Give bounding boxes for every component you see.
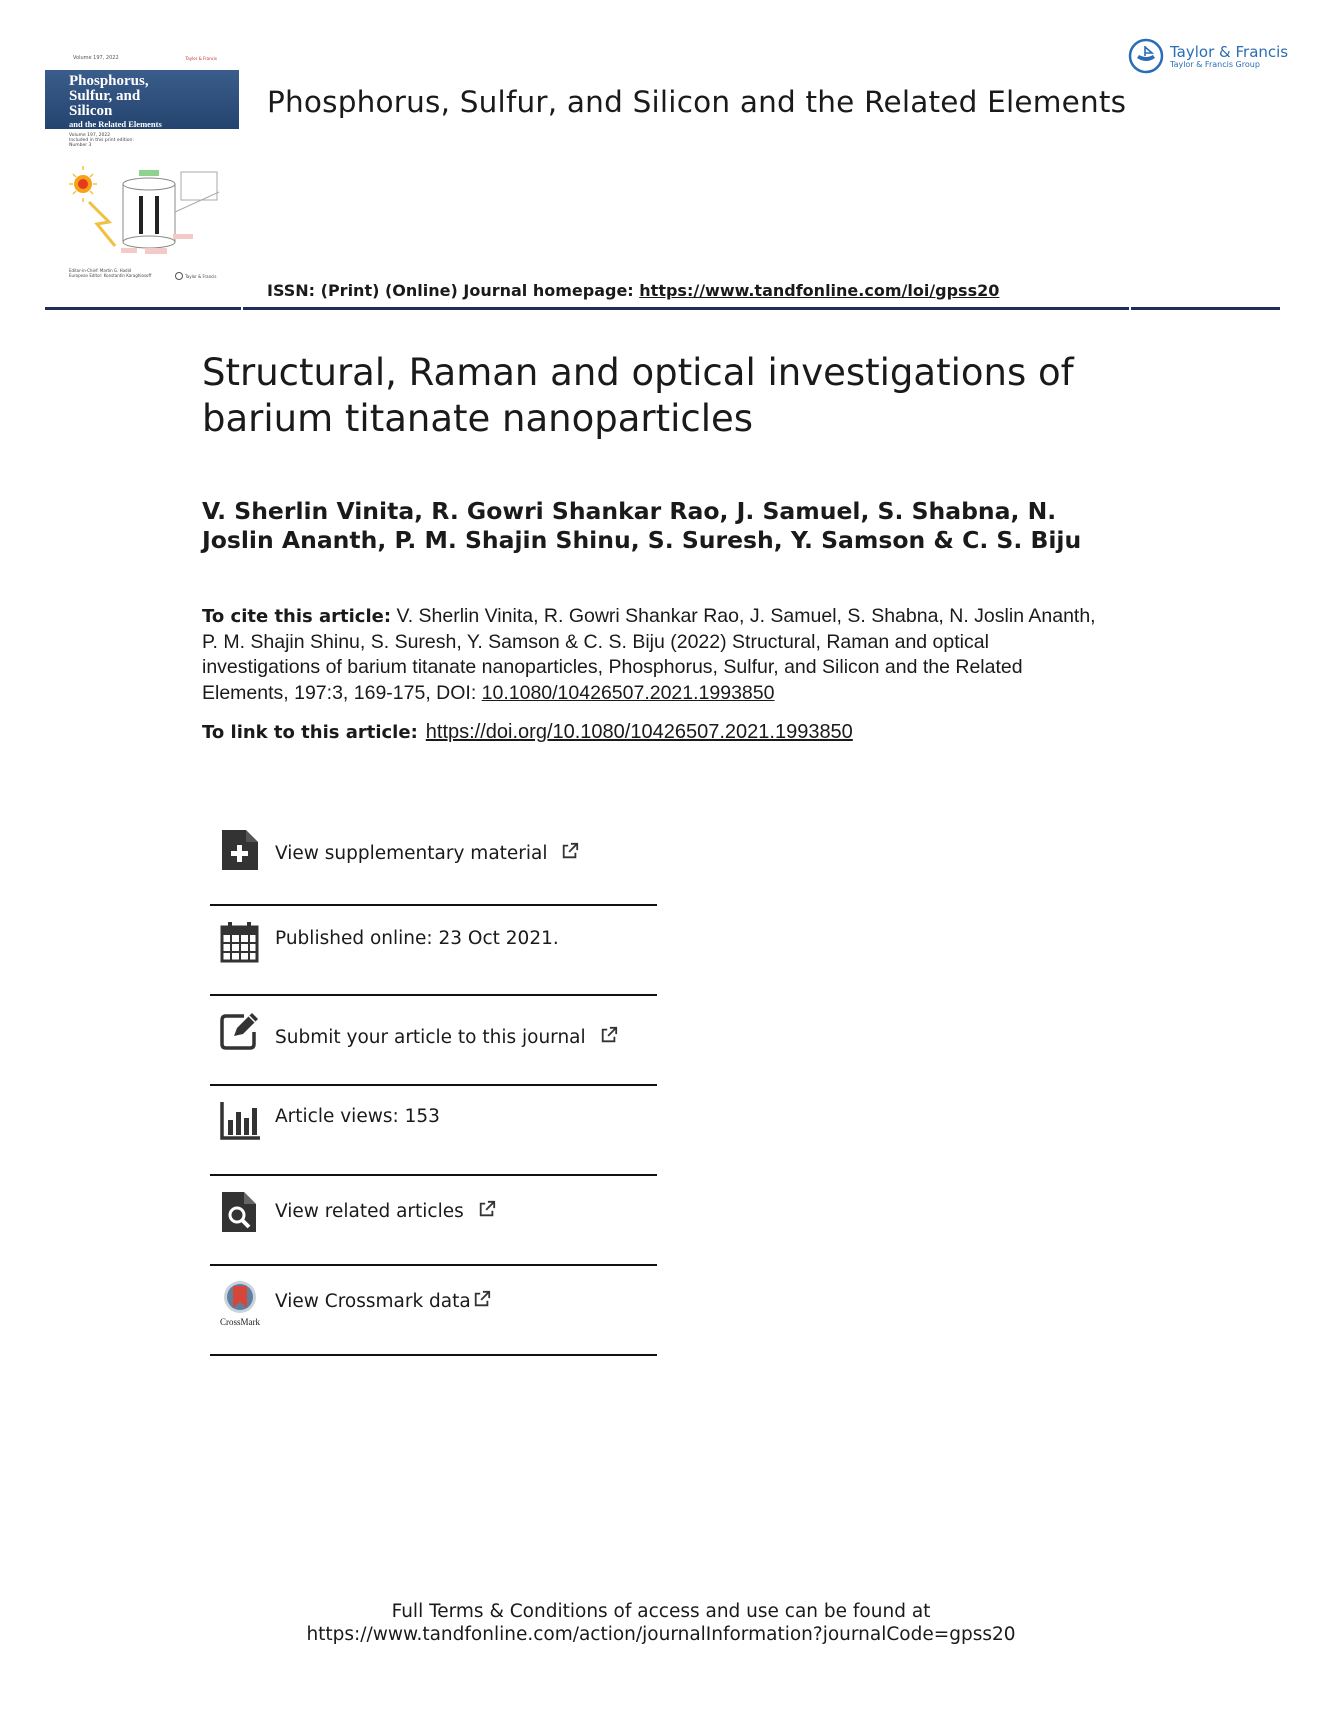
header-rule-gap xyxy=(241,307,243,310)
publisher-logo[interactable] xyxy=(1128,38,1288,74)
supplementary-label: View supplementary material xyxy=(275,843,548,864)
article-link-label: To link to this article: xyxy=(202,722,418,743)
publisher-name: Taylor & Francis xyxy=(1170,42,1289,61)
edit-icon xyxy=(220,1010,260,1054)
external-link-icon xyxy=(473,1290,491,1308)
cover-title-line: Phosphorus, xyxy=(69,73,149,89)
article-doi-url[interactable]: https://doi.org/10.1080/10426507.2021.1993850 xyxy=(425,721,853,743)
cover-title-line: Sulfur, and xyxy=(69,88,141,104)
journal-cover-thumbnail xyxy=(45,52,239,288)
citation-text: V. Sherlin Vinita, R. Gowri Shankar Rao, J. Samuel, S. Shabna, N. Joslin Ananth, P. M. Shajin Shinu, S. Suresh, Y. Samson & C. S. Biju (2022) Structural, Raman and optical investigations of barium titanate nanoparticles, Phosphorus, Sulfur, and Silicon and the Related Elements, 197:3, 169-175, DOI: xyxy=(202,605,1096,704)
cover-editors: Editor-in-Chief: Martin G. Hadid European Editor: Konstantin Karaghiosoff xyxy=(69,268,152,278)
crossmark-row[interactable] xyxy=(210,1266,657,1356)
header-rule-gap xyxy=(1129,307,1131,310)
supplementary-row[interactable] xyxy=(210,816,657,906)
citation-doi-link[interactable]: 10.1080/10426507.2021.1993850 xyxy=(481,681,775,704)
search-document-icon xyxy=(220,1190,260,1234)
views-row xyxy=(210,1086,657,1176)
journal-homepage-link[interactable]: https://www.tandfonline.com/loi/gpss20 xyxy=(639,281,1000,300)
cover-publisher-small: Taylor & Francis xyxy=(185,56,217,61)
views-label: Article views: 153 xyxy=(275,1106,440,1127)
submit-label: Submit your article to this journal xyxy=(275,1027,586,1048)
issn-line xyxy=(267,281,999,300)
cover-meta: Volume 197, 2022 Included in this print edition: Number 3 xyxy=(69,133,134,148)
bar-chart-icon xyxy=(220,1098,260,1142)
crossmark-label: View Crossmark data xyxy=(275,1291,471,1312)
cover-publisher-logo: Taylor & Francis xyxy=(175,272,217,280)
citation-label: To cite this article: xyxy=(202,606,392,627)
citation-block xyxy=(202,604,1107,706)
cover-volume-line: Volume 197, 2022 xyxy=(73,55,119,61)
journal-title: Phosphorus, Sulfur, and Silicon and the Related Elements xyxy=(267,85,1127,119)
terms-line: Full Terms & Conditions of access and use can be found at xyxy=(391,1601,931,1622)
external-link-icon xyxy=(478,1200,496,1218)
row-divider xyxy=(210,1354,657,1356)
article-title: Structural, Raman and optical investigations of barium titanate nanoparticles xyxy=(202,351,1074,440)
calendar-icon xyxy=(220,920,260,964)
external-link-icon xyxy=(561,842,579,860)
article-link-line xyxy=(202,721,853,744)
cover-title-line: Silicon xyxy=(69,103,113,119)
taylor-francis-logo-icon xyxy=(1128,38,1164,74)
related-label: View related articles xyxy=(275,1201,464,1222)
header-rule xyxy=(45,307,1280,310)
terms-footer xyxy=(0,1600,1322,1646)
cover-subtitle: and the Related Elements xyxy=(69,119,162,129)
crossmark-icon xyxy=(220,1280,260,1314)
published-row xyxy=(210,906,657,996)
cover-illustration xyxy=(69,162,229,262)
issn-text: ISSN: (Print) (Online) Journal homepage: xyxy=(267,281,640,300)
publisher-group: Taylor & Francis Group xyxy=(1170,59,1260,69)
article-authors: V. Sherlin Vinita, R. Gowri Shankar Rao, J. Samuel, S. Shabna, N. Joslin Ananth, P. M. Shajin Shinu, S. Suresh, Y. Samson & C. S. Biju xyxy=(202,497,1082,554)
publisher-logo-icon xyxy=(175,272,183,280)
crossmark-badge-label: CrossMark xyxy=(220,1317,260,1327)
related-row[interactable] xyxy=(210,1176,657,1266)
crossmark-badge xyxy=(220,1280,264,1327)
file-plus-icon xyxy=(220,828,260,872)
submit-row[interactable] xyxy=(210,996,657,1086)
external-link-icon xyxy=(600,1026,618,1044)
published-label: Published online: 23 Oct 2021. xyxy=(275,928,559,949)
cover-title-band xyxy=(45,70,239,129)
terms-url[interactable]: https://www.tandfonline.com/action/journalInformation?journalCode=gpss20 xyxy=(306,1624,1016,1645)
